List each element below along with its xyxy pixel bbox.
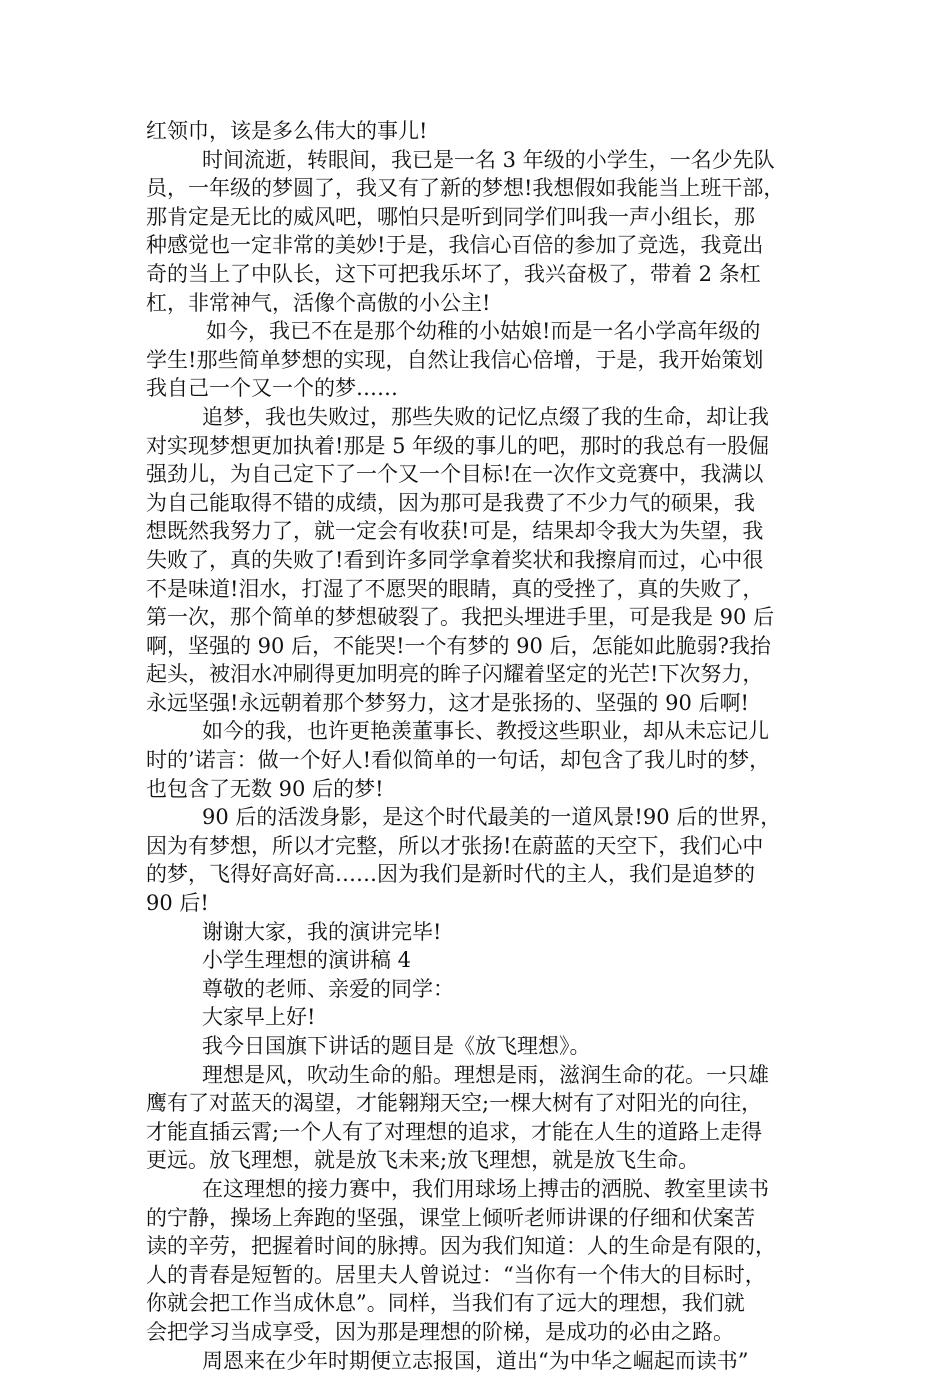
text-line: 杠，非常神气，活像个高傲的小公主! [146,290,491,315]
text-line: 90 后! [146,891,209,916]
text-line: 不是味道!泪水，打湿了不愿哭的眼睛，真的受挫了，真的失败了， [146,576,764,601]
text-line: 第一次，那个简单的梦想破裂了。我把头埋进手里，可是我是 90 后 [146,605,775,630]
text-line: 失败了，真的失败了!看到许多同学拿着奖状和我擦肩而过，心中很 [146,547,764,572]
text-line: 更远。放飞理想，就是放飞未来;放飞理想，就是放飞生命。 [146,1148,700,1173]
text-line: 学生!那些简单梦想的实现，自然让我信心倍增，于是，我开始策划 [146,347,764,372]
text-line: 你就会把工作当成休息”。同样，当我们有了远大的理想，我们就 [146,1291,745,1316]
text-line: 红领巾，该是多么伟大的事儿! [146,119,428,143]
text-line: 那肯定是无比的威风吧，哪怕只是听到同学们叫我一声小组长，那 [146,204,755,229]
text-line: 如今，我已不在是那个幼稚的小姑娘!而是一名小学高年级的 [206,319,761,344]
text-line: 小学生理想的演讲稿 4 [202,948,412,973]
text-line: 追梦，我也失败过，那些失败的记忆点缀了我的生命，却让我 [202,404,769,429]
text-line: 才能直插云霄;一个人有了对理想的追求，才能在人生的道路上走得 [146,1119,763,1144]
document-page [146,117,816,1375]
text-line: 90 后的活泼身影，是这个时代最美的一道风景!90 后的世界， [202,805,782,830]
text-line: 我今日国旗下讲话的题目是《放飞理想》。 [202,1034,591,1058]
text-line: 奇的当上了中队长，这下可把我乐坏了，我兴奋极了，带着 2 条杠 [146,261,761,286]
text-line: 我自己一个又一个的梦…… [146,376,398,401]
text-line: 周恩来在少年时期便立志报国，道出“为中华之崛起而读书” [202,1348,749,1373]
text-line: 因为有梦想，所以才完整，所以才张扬!在蔚蓝的天空下，我们心中 [146,833,764,858]
text-line: 如今的我，也许更艳羡董事长、教授这些职业，却从未忘记儿 [202,719,769,744]
text-line: 人的青春是短暂的。居里夫人曾说过：“当你有一个伟大的目标时， [146,1262,766,1287]
text-line: 尊敬的老师、亲爱的同学： [202,976,454,1001]
text-line: 员，一年级的梦圆了，我又有了新的梦想!我想假如我能当上班干部， [146,176,785,201]
text-line: 读的辛劳，把握着时间的脉搏。因为我们知道：人的生命是有限的， [146,1234,776,1259]
text-line: 起头，被泪水冲刷得更加明亮的眸子闪耀着坚定的光芒!下次努力， [146,662,764,687]
text-line: 想既然我努力了，就一定会有收获!可是，结果却令我大为失望，我 [146,519,764,544]
text-line: 永远坚强!永远朝着那个梦努力，这才是张扬的、坚强的 90 后啊! [146,690,749,715]
text-line: 会把学习当成享受，因为那是理想的阶梯，是成功的必由之路。 [146,1319,734,1344]
text-line: 时的’诺言：做一个好人!看似简单的一句话，却包含了我儿时的梦， [146,748,771,773]
text-line: 鹰有了对蓝天的渴望，才能翱翔天空;一棵大树有了对阳光的向往， [146,1091,763,1116]
text-line: 谢谢大家，我的演讲完毕! [202,919,442,944]
text-line: 时间流逝，转眼间，我已是一名 3 年级的小学生，一名少先队 [202,147,775,172]
text-line: 的梦，飞得好高好高……因为我们是新时代的主人，我们是追梦的 [146,862,755,887]
text-line: 强劲儿，为自己定下了一个又一个目标!在一次作文竞赛中，我满以 [146,462,764,487]
text-line: 的宁静，操场上奔跑的坚强，课堂上倾听老师讲课的仔细和伏案苦 [146,1205,755,1230]
text-line: 也包含了无数 90 后的梦! [146,776,384,801]
text-line: 啊，坚强的 90 后，不能哭!一个有梦的 90 后，怎能如此脆弱?我抬 [146,633,771,658]
text-line: 大家早上好! [202,1005,316,1030]
text-line: 为自己能取得不错的成绩，因为那可是我费了不少力气的硕果，我 [146,490,755,515]
text-line: 理想是风，吹动生命的船。理想是雨，滋润生命的花。一只雄 [202,1062,769,1087]
text-line: 种感觉也一定非常的美妙!于是，我信心百倍的参加了竞选，我竟出 [146,233,764,258]
text-line: 在这理想的接力赛中，我们用球场上搏击的洒脱、教室里读书 [202,1176,769,1201]
text-line: 对实现梦想更加执着!那是 5 年级的事儿的吧，那时的我总有一股倔 [146,433,770,458]
